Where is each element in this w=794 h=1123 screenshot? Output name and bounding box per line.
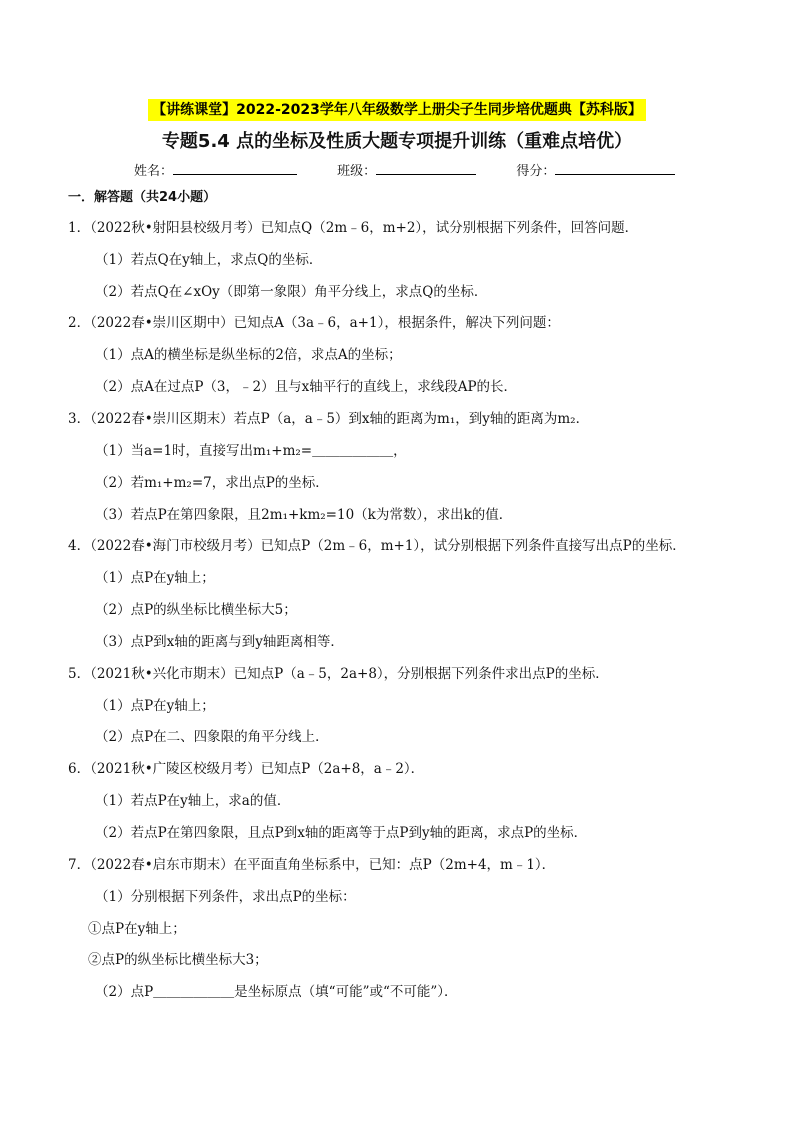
class-field (337, 160, 476, 182)
class-label: 班级： (337, 164, 377, 179)
question-line: （1）若点Q在y轴上，求点Q的坐标． (95, 252, 323, 268)
question-line: ②点P的纵坐标比横坐标大3； (88, 952, 268, 968)
question-line: （2）点P的纵坐标比横坐标大5； (95, 602, 297, 618)
question-line: （1）点P在y轴上； (95, 570, 215, 586)
question-line: 7．（2022春•启东市期末）在平面直角坐标系中，已知：点P（2m+4，m﹣1）． (68, 857, 556, 873)
score-blank (555, 160, 675, 175)
question-line: 4．（2022春•海门市校级月考）已知点P（2m﹣6，m+1），试分别根据下列条件直接写出点P的坐标． (68, 538, 686, 554)
section-heading: 一．解答题（共24小题） (68, 190, 217, 205)
question-line: 2．（2022春•崇川区期中）已知点A（3a﹣6，a+1），根据条件，解决下列问题： (68, 315, 560, 331)
question-line: ①点P在y轴上； (88, 921, 186, 937)
series-banner: 【讲练课堂】2022-2023学年八年级数学上册尖子生同步培优题典【苏科版】 (148, 99, 646, 121)
question-line: 5．（2021秋•兴化市期末）已知点P（a﹣5，2a+8），分别根据下列条件求出点P的坐标． (68, 666, 609, 682)
question-line: （1）点A的横坐标是纵坐标的2倍，求点A的坐标； (95, 347, 402, 363)
question-line: （1）若点P在y轴上，求a的值． (95, 793, 291, 809)
page-title: 专题5.4 点的坐标及性质大题专项提升训练（重难点培优） (161, 131, 633, 152)
question-line: （1）分别根据下列条件，求出点P的坐标： (95, 889, 356, 905)
question-line: （2）若点P在第四象限，且点P到x轴的距离等于点P到y轴的距离，求点P的坐标． (95, 825, 588, 841)
question-line: 1．（2022秋•射阳县校级月考）已知点Q（2m﹣6，m+2），试分别根据下列条件，回答问题． (68, 220, 639, 236)
student-info-row (134, 160, 694, 182)
question-line: （2）点P在二、四象限的角平分线上． (95, 729, 329, 745)
question-line: （1）当a=1时，直接写出m₁+m₂=＿＿＿＿＿＿， (95, 443, 407, 459)
question-line: （2）点A在过点P（3，﹣2）且与x轴平行的直线上，求线段AP的长． (95, 379, 518, 395)
question-line: （1）点P在y轴上； (95, 698, 215, 714)
question-line: （3）点P到x轴的距离与到y轴距离相等． (95, 634, 344, 650)
name-field (134, 160, 297, 182)
question-line: （3）若点P在第四象限，且2m₁+km₂=10（k为常数），求出k的值． (95, 507, 513, 523)
class-blank (376, 160, 476, 175)
question-line: （2）点P＿＿＿＿＿＿是坐标原点（填“可能”或“不可能”）． (95, 984, 458, 1000)
name-blank (173, 160, 297, 175)
question-line: 6．（2021秋•广陵区校级月考）已知点P（2a+8，a﹣2）． (68, 761, 425, 777)
question-line: 3．（2022春•崇川区期末）若点P（a，a﹣5）到x轴的距离为m₁，到y轴的距离为m₂． (68, 411, 590, 427)
score-label: 得分： (516, 164, 556, 179)
name-label: 姓名： (134, 164, 174, 179)
question-line: （2）若点Q在∠xOy（即第一象限）角平分线上，求点Q的坐标． (95, 284, 488, 300)
question-line: （2）若m₁+m₂=7，求出点P的坐标． (95, 475, 329, 491)
header (0, 99, 794, 121)
score-field (516, 160, 675, 182)
